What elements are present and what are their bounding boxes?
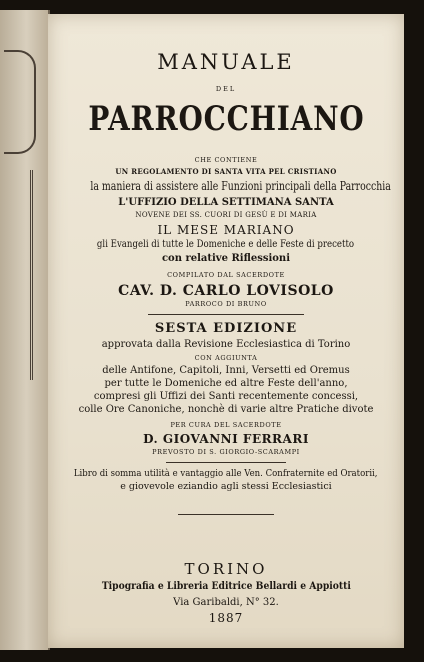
contents-item-7: con relative Riflessioni (161, 253, 291, 264)
note-line-1 (48, 469, 404, 479)
title-parrocchiano (48, 99, 404, 139)
edition-addition-1: delle Antifone, Capitoli, Inni, Versetti ed Oremus (102, 365, 350, 376)
edition-addition-3: compresi gli Uffizi dei Santi recentemente concessi, (93, 391, 359, 402)
imprint-address: Via Garibaldi, N° 32. (173, 597, 279, 608)
imprint-city: TORINO (184, 560, 268, 578)
contents-item-2-text: la maniera di assistere alle Funzioni principali della Parrocchia (90, 179, 391, 193)
contents-item-6 (48, 240, 404, 250)
editor-name: D. GIOVANNI FERRARI (143, 432, 309, 446)
note-line-1-text: Libro di somma utilità e vantaggio alle Ven. Confraternite ed Oratorii, (74, 468, 378, 479)
author-name: CAV. D. CARLO LOVISOLO (118, 283, 334, 299)
editor-intro: PER CURA DEL SACERDOTE (170, 421, 282, 429)
edition-addition-4: colle Ore Canoniche, nonchè di varie altre Pratiche divote (78, 404, 374, 415)
imprint-publisher-text: Tipografia e Libreria Editrice Bellardi e Appiotti (101, 581, 351, 592)
edition-addition-intro: CON AGGIUNTA (194, 354, 258, 362)
contents-item-1: UN REGOLAMENTO DI SANTA VITA PEL CRISTIANO (115, 167, 337, 176)
note-line-2: e giovevole eziandio agli stessi Ecclesiastici (120, 481, 332, 492)
edition-approval: approvata dalla Revisione Ecclesiastica di Torino (101, 339, 351, 350)
divider-rule-3 (178, 514, 274, 515)
editor-role: PREVOSTO DI S. GIORGIO-SCARAMPI (152, 448, 300, 456)
ornament-scroll-icon (4, 50, 36, 154)
contents-item-2 (48, 180, 404, 192)
contents-intro: CHE CONTIENE (194, 156, 258, 164)
imprint-year: 1887 (208, 611, 244, 625)
divider-rule-2 (166, 462, 286, 463)
ornament-border-icon (6, 170, 33, 380)
divider-rule (148, 314, 304, 315)
contents-item-6-text: gli Evangeli di tutte le Domeniche e delle Feste di precetto (97, 239, 355, 250)
edition-name: SESTA EDIZIONE (154, 321, 298, 336)
title-manuale: MANUALE (157, 50, 295, 74)
contents-item-3: L'UFFIZIO DELLA SETTIMANA SANTA (118, 197, 334, 208)
edition-addition-2: per tutte le Domeniche ed altre Feste dell'anno, (104, 378, 348, 389)
facing-page-edge (0, 10, 50, 650)
author-role: PARROCO DI BRUNO (185, 300, 267, 308)
author-intro: COMPILATO DAL SACERDOTE (167, 271, 285, 279)
contents-item-5: IL MESE MARIANO (157, 223, 295, 237)
imprint-publisher (48, 582, 404, 592)
title-parrocchiano-text: PARROCCHIANO (87, 99, 365, 139)
title-page (48, 14, 404, 648)
contents-item-4: NOVENE DEI SS. CUORI DI GESÙ E DI MARIA (135, 211, 317, 219)
title-del: DEL (215, 85, 237, 93)
